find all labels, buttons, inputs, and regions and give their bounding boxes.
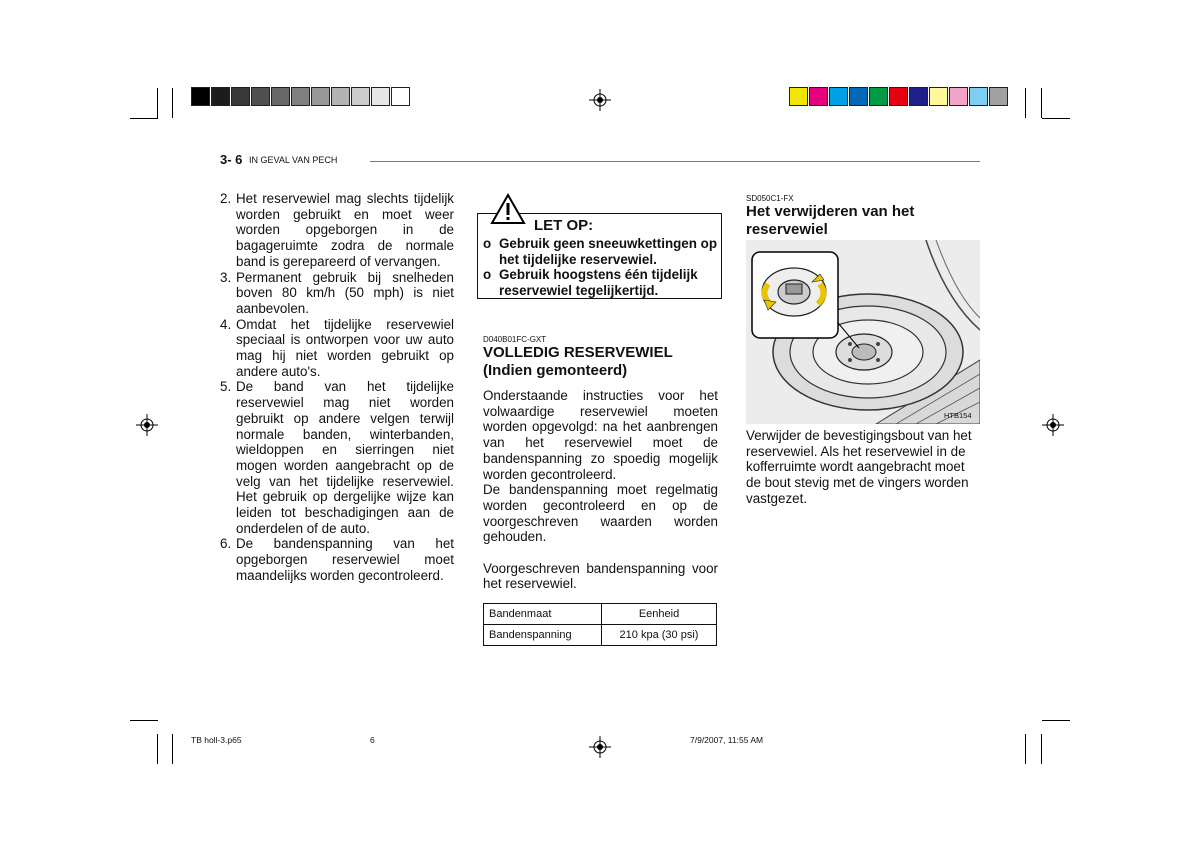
bullet: o <box>483 236 492 251</box>
figure-caption: HTB154 <box>944 411 972 420</box>
color-swatch <box>909 87 928 106</box>
color-swatch <box>231 87 250 106</box>
color-swatch <box>391 87 410 106</box>
table-cell: Eenheid <box>602 604 717 625</box>
list-item <box>220 191 454 270</box>
list-item <box>220 317 454 380</box>
header-rule <box>370 161 980 162</box>
section-number: 3- 6 <box>220 152 243 167</box>
registration-mark-icon <box>136 414 158 436</box>
bullet: o <box>483 267 492 283</box>
registration-mark-icon <box>589 736 611 758</box>
color-swatch <box>789 87 808 106</box>
color-swatch <box>311 87 330 106</box>
crop-mark <box>1041 734 1042 764</box>
paragraph: Onderstaande instructies voor het volwaardige reservewiel moeten worden opgevolgd: na het aanbrengen van het reservewiel moet de bandenspanning zo spoedig mogelijk worden gecontroleerd. <box>483 388 718 482</box>
table-row <box>484 625 717 646</box>
list-number: 3. <box>220 269 232 285</box>
color-swatch <box>829 87 848 106</box>
color-swatch <box>809 87 828 106</box>
crop-mark <box>1025 88 1026 118</box>
warning-triangle-icon <box>490 193 526 225</box>
list-number: 4. <box>220 316 232 332</box>
list-number: 6. <box>220 536 232 552</box>
list-item <box>220 270 454 317</box>
crop-mark <box>1025 734 1026 764</box>
caution-text: Gebruik hoogstens één tijdelijk reservewiel tegelijkertijd. <box>499 267 698 299</box>
section-body: Verwijder de bevestigingsbout van het reservewiel. Als het reservewiel in de kofferruimte wordt aangebracht moet de bout stevig met de vingers worden vastgezet. <box>746 428 972 506</box>
color-swatch <box>989 87 1008 106</box>
crop-mark <box>130 118 158 119</box>
heading-subtitle: (Indien gemonteerd) <box>483 361 628 379</box>
crop-mark <box>172 734 173 764</box>
color-swatch <box>849 87 868 106</box>
caution-list <box>483 236 719 299</box>
registration-mark-icon <box>1042 414 1064 436</box>
color-swatch <box>889 87 908 106</box>
list-number: 5. <box>220 379 232 395</box>
table-row <box>484 604 717 625</box>
crop-mark <box>130 720 158 721</box>
section-code: SD050C1-FX <box>746 194 794 203</box>
color-swatch <box>211 87 230 106</box>
tire-pressure-table <box>483 603 717 646</box>
color-swatch <box>869 87 888 106</box>
color-swatch <box>949 87 968 106</box>
table-cell: 210 kpa (30 psi) <box>602 625 717 646</box>
instruction-list <box>220 191 454 584</box>
section-heading: Het verwijderen van het reservewiel <box>746 203 915 238</box>
footer-page: 6 <box>370 735 375 745</box>
table-cell: Bandenmaat <box>484 604 602 625</box>
color-swatch <box>351 87 370 106</box>
color-swatch <box>929 87 948 106</box>
color-swatch <box>191 87 210 106</box>
caution-text: Gebruik geen sneeuwkettingen op het tijdelijke reservewiel. <box>499 236 718 267</box>
heading-title: VOLLEDIG RESERVEWIEL <box>483 344 673 361</box>
registration-mark-icon <box>589 89 611 111</box>
list-number: 2. <box>220 191 232 206</box>
paragraph: Voorgeschreven bandenspanning voor het reservewiel. <box>483 560 718 592</box>
list-item <box>220 379 454 536</box>
list-text: Het reservewiel mag slechts tijdelijk worden gebruikt en moet weer worden opgeborgen in de bagageruimte zodra de normale band is gerepareerd of vervangen. <box>236 191 454 269</box>
caution-item <box>483 236 719 267</box>
list-text: Omdat het tijdelijke reservewiel speciaal is ontworpen voor uw auto mag hij niet worden gebruikt op andere auto's. <box>236 316 454 379</box>
section-code: D040B01FC-GXT <box>483 335 547 344</box>
crop-mark <box>172 88 173 118</box>
list-text: Permanent gebruik bij snelheden boven 80 km/h (50 mph) is niet aanbevolen. <box>236 269 454 316</box>
spare-wheel-illustration <box>746 240 980 424</box>
footer-filename: TB holl-3.p65 <box>191 735 242 745</box>
list-item <box>220 536 454 583</box>
color-swatch <box>331 87 350 106</box>
section-body <box>483 388 718 592</box>
footer-datetime: 7/9/2007, 11:55 AM <box>690 735 764 745</box>
paragraph: De bandenspanning moet regelmatig worden gecontroleerd en op de voorgeschreven waarden worden gehouden. <box>483 482 718 545</box>
caution-item <box>483 267 719 298</box>
section-heading <box>483 344 723 379</box>
color-swatch <box>271 87 290 106</box>
crop-mark <box>1042 720 1070 721</box>
section-title: IN GEVAL VAN PECH <box>249 155 338 165</box>
color-swatch <box>969 87 988 106</box>
list-text: De band van het tijdelijke reservewiel mag niet worden gebruikt op andere velgen terwijl normale banden, winterbanden, wieldoppen en sierringen niet mogen worden aangebracht op de velg van het tijdelijke reservewiel. Het gebruik op dergelijke wijze kan leiden tot beschadigingen aan de onderdelen of de auto. <box>236 379 454 536</box>
caution-title: LET OP: <box>534 217 594 234</box>
crop-mark <box>157 734 158 764</box>
crop-mark <box>1041 88 1042 118</box>
table-cell: Bandenspanning <box>484 625 602 646</box>
list-text: De bandenspanning van het opgeborgen reservewiel moet maandelijks worden gecontroleerd. <box>236 536 454 583</box>
crop-mark <box>157 88 158 118</box>
color-swatch <box>371 87 390 106</box>
crop-mark <box>1042 118 1070 119</box>
color-swatch <box>251 87 270 106</box>
color-swatch <box>291 87 310 106</box>
